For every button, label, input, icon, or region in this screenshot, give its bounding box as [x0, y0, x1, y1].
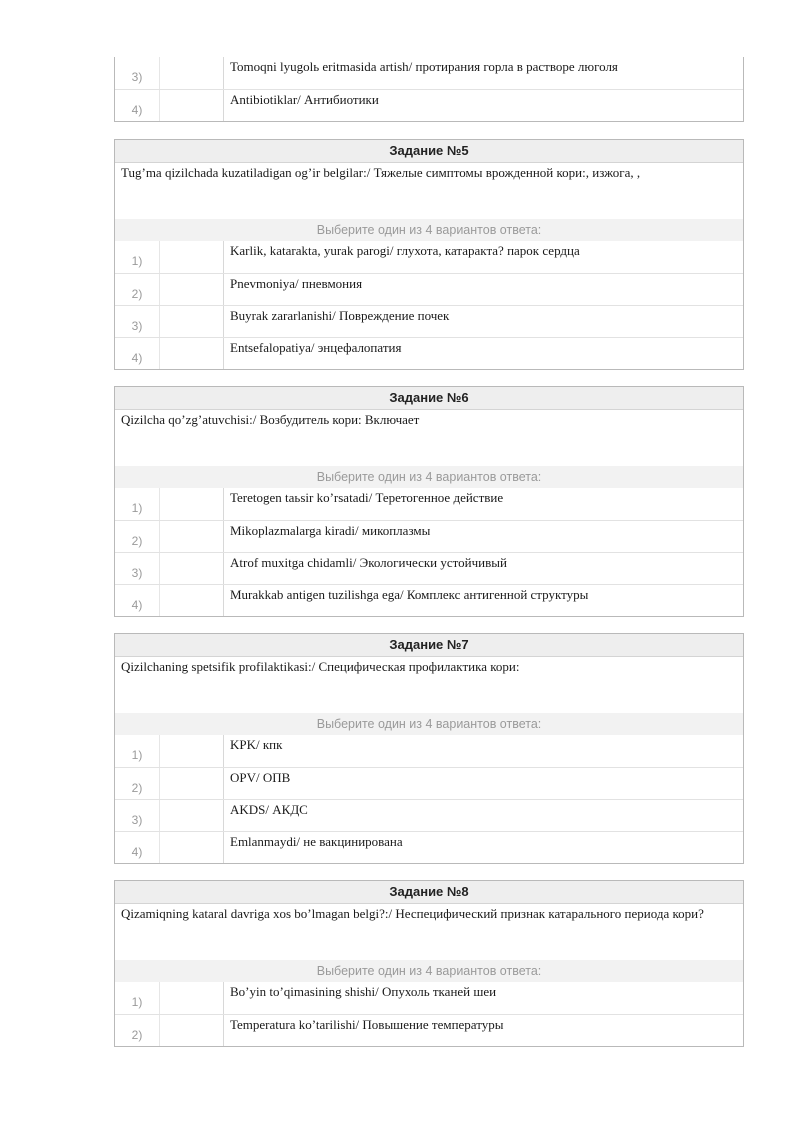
option-number: 2): [131, 1028, 143, 1042]
answer-option[interactable]: [115, 584, 743, 616]
option-text: Buyrak zararlanishi/ Повреждение почек: [230, 308, 450, 323]
option-text: OPV/ ОПВ: [230, 770, 291, 785]
option-select-cell[interactable]: [159, 90, 224, 121]
option-number: 1): [131, 995, 143, 1009]
option-select-cell[interactable]: [159, 521, 224, 552]
answer-option[interactable]: [115, 1014, 743, 1046]
option-number: 4): [131, 351, 143, 365]
option-text: Temperatura ko’tarilishi/ Повышение температуры: [230, 1017, 504, 1032]
option-select-cell[interactable]: [159, 832, 224, 863]
options-list: [115, 488, 743, 616]
answer-option[interactable]: [115, 89, 743, 121]
option-number: 4): [131, 103, 143, 117]
option-number: 3): [131, 813, 143, 827]
answer-option[interactable]: [115, 799, 743, 831]
option-number: 2): [131, 287, 143, 301]
option-number: 4): [131, 845, 143, 859]
answer-option[interactable]: [115, 337, 743, 369]
task-4-continuation: [114, 57, 744, 122]
option-select-cell[interactable]: [159, 274, 224, 305]
question-text: Qizilcha qo’zg’atuvchisi:/ Возбудитель кори: Включает: [121, 412, 420, 427]
options-list: [115, 735, 743, 863]
option-text: AKDS/ АКДС: [230, 802, 308, 817]
question-text: Qizamiqning kataral davriga xos bo’lmagan belgi?:/ Неспецифический признак катарального периода кори?: [121, 906, 704, 921]
option-text: Emlanmaydi/ не вакцинирована: [230, 834, 403, 849]
option-select-cell[interactable]: [159, 768, 224, 799]
answer-option[interactable]: [115, 488, 743, 520]
answer-option[interactable]: [115, 273, 743, 305]
question-text: Tug’ma qizilchada kuzatiladigan og’ir belgilar:/ Тяжелые симптомы врожденной кори:, изжога, ,: [121, 165, 641, 180]
option-text: Tomoqni lyugolь eritmasida artish/ протирания горла в растворе люголя: [230, 59, 618, 74]
answer-option[interactable]: [115, 735, 743, 767]
task-header: Задание №5: [115, 140, 743, 163]
task-header: Задание №8: [115, 881, 743, 904]
option-select-cell[interactable]: [159, 57, 224, 89]
option-select-cell[interactable]: [159, 735, 224, 767]
task-header: Задание №6: [115, 387, 743, 410]
option-number: 3): [131, 70, 143, 84]
answer-option[interactable]: [115, 982, 743, 1014]
answer-option[interactable]: [115, 241, 743, 273]
answer-option[interactable]: [115, 305, 743, 337]
option-select-cell[interactable]: [159, 241, 224, 273]
options-list: [115, 241, 743, 369]
answer-option[interactable]: [115, 767, 743, 799]
option-text: Entsefalopatiya/ энцефалопатия: [230, 340, 402, 355]
option-text: Karlik, katarakta, yurak parogi/ глухота, катаракта? парок сердца: [230, 243, 580, 258]
option-select-cell[interactable]: [159, 488, 224, 520]
option-select-cell[interactable]: [159, 585, 224, 616]
task-6: [114, 386, 744, 617]
option-number: 2): [131, 534, 143, 548]
task-7: [114, 633, 744, 864]
option-select-cell[interactable]: [159, 1015, 224, 1046]
task-header: Задание №7: [115, 634, 743, 657]
task-5: [114, 139, 744, 370]
option-text: Murakkab antigen tuzilishga ega/ Комплекс антигенной структуры: [230, 587, 589, 602]
option-number: 3): [131, 319, 143, 333]
answer-option[interactable]: [115, 520, 743, 552]
options-list: [115, 982, 743, 1046]
option-number: 1): [131, 254, 143, 268]
option-text: Atrof muxitga chidamli/ Экологически устойчивый: [230, 555, 507, 570]
question-text: Qizilchaning spetsifik profilaktikasi:/ Специфическая профилактика кори:: [121, 659, 520, 674]
option-text: Mikoplazmalarga kiradi/ микоплазмы: [230, 523, 431, 538]
answer-prompt: Выберите один из 4 вариантов ответа:: [115, 960, 743, 982]
option-text: Antibiotiklar/ Антибиотики: [230, 92, 379, 107]
answer-prompt: Выберите один из 4 вариантов ответа:: [115, 219, 743, 241]
answer-prompt: Выберите один из 4 вариантов ответа:: [115, 466, 743, 488]
option-select-cell[interactable]: [159, 338, 224, 369]
answer-option[interactable]: [115, 831, 743, 863]
option-text: Pnevmoniya/ пневмония: [230, 276, 363, 291]
option-select-cell[interactable]: [159, 306, 224, 337]
option-number: 4): [131, 598, 143, 612]
option-select-cell[interactable]: [159, 982, 224, 1014]
task-8: [114, 880, 744, 1047]
option-text: KPK/ кпк: [230, 737, 283, 752]
answer-prompt: Выберите один из 4 вариантов ответа:: [115, 713, 743, 735]
option-text: Teretogen taьsir ko’rsatadi/ Теретогенное действие: [230, 490, 504, 505]
option-select-cell[interactable]: [159, 553, 224, 584]
option-text: Bo’yin to’qimasining shishi/ Опухоль тканей шеи: [230, 984, 497, 999]
option-number: 2): [131, 781, 143, 795]
option-select-cell[interactable]: [159, 800, 224, 831]
answer-option[interactable]: [115, 57, 743, 89]
option-number: 3): [131, 566, 143, 580]
answer-option[interactable]: [115, 552, 743, 584]
option-number: 1): [131, 748, 143, 762]
option-number: 1): [131, 501, 143, 515]
